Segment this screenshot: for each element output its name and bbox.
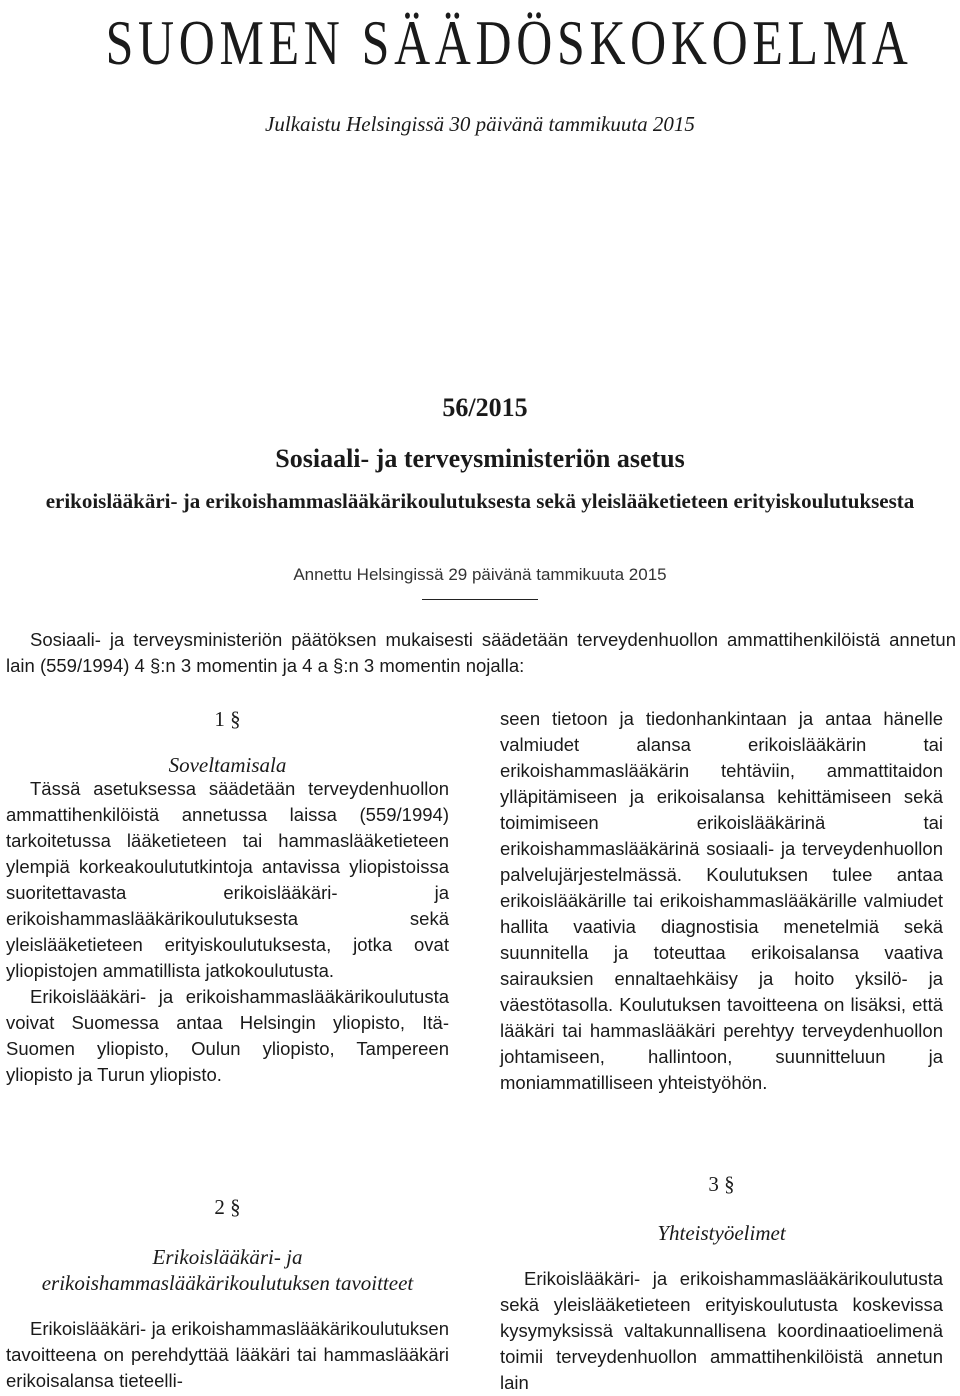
section-2-number: 2 § [214,1195,241,1219]
section-2-title: Erikoislääkäri- ja erikoishammaslääkärikoulutuksen tavoitteet [41,1245,414,1295]
masthead-title: SUOMEN SÄÄDÖSKOKOELMA [105,7,913,78]
preamble [6,627,956,679]
section-2-paragraph-1: Erikoislääkäri- ja erikoishammaslääkärikoulutuksen tavoitteena on perehdyttää lääkäri tai hammaslääkäri erikoisalansa tieteelli- [6,1318,449,1391]
section-2-paragraph-1-continued: seen tietoon ja tiedonhankintaan ja antaa hänelle valmiudet alansa erikoislääkärin tai erikoishammaslääkärin tehtäviin, ammattitaidon ylläpitämiseen ja erikoisalansa kehittämiseen sekä toimimiseen erikoislääkärinä tai erikoishammaslääkärinä sosiaali- ja terveydenhuollon palvelujärjestelmässä. Koulutuksen tulee antaa erikoislääkärille tai erikoishammaslääkärille valmiudet hallita vaativia diagnostisia menetelmiä sekä suunnitella ja toteuttaa erikoisalansa vaativa sairauksien ennaltaehkäisy ja hoito yksilö- ja väestötasolla. Koulutuksen tavoitteena on lisäksi, että lääkäri tai hammaslääkäri perehtyy terveydenhuollon johtamiseen, hallintoon, suunnitteluun ja moniammatilliseen yhteistyöhön. [500,708,943,1093]
act-number: 56/2015 [442,393,528,422]
act-subject-heading: erikoislääkäri- ja erikoishammaslääkärikoulutuksesta sekä yleislääketieteen erityiskoulutuksesta [45,489,915,513]
section-1-paragraph-2: Erikoislääkäri- ja erikoishammaslääkärikoulutusta voivat Suomessa antaa Helsingin yliopisto, Itä-Suomen yliopisto, Oulun yliopisto, Tampereen yliopisto ja Turun yliopisto. [6,986,449,1085]
act-type-heading: Sosiaali- ja terveysministeriön asetus [275,444,685,473]
section-1-title: Soveltamisala [168,753,287,777]
section-1-number: 1 § [214,707,241,731]
section-1-body [6,776,449,1088]
section-3-title: Yhteistyöelimet [657,1221,786,1245]
preamble-text: Sosiaali- ja terveysministeriön päätöksen mukaisesti säädetään terveydenhuollon ammattihenkilöistä annetun lain (559/1994) 4 §:n 3 momentin ja 4 a §:n 3 momentin nojalla: [6,629,956,676]
separator-rule [422,599,538,600]
section-2-body-start [6,1316,449,1394]
section-1-paragraph-1: Tässä asetuksessa säädetään terveydenhuollon ammattihenkilöistä annetussa laissa (559/1994) tarkoitetussa lääketieteen tai hammaslääketieteen ylempiä korkeakoulututkintoja antavissa yliopistoissa suoritettavasta erikoislääkäri- ja erikoishammaslääkärikoulutuksesta sekä yleislääketieteen erityiskoulutuksesta, jotka ovat yliopistojen ammatillista jatkokoulutusta. [6,778,449,981]
section-3-number: 3 § [708,1172,735,1196]
section-3-body [500,1266,943,1396]
section-2-body-continued [500,706,943,1096]
given-date: Annettu Helsingissä 29 päivänä tammikuuta 2015 [293,565,667,584]
section-3-paragraph-1: Erikoislääkäri- ja erikoishammaslääkärikoulutusta sekä yleislääketieteen erityiskoulutusta koskevissa kysymyksissä valtakunnallisena koordinaatioelimenä toimii terveydenhuollon ammattihenkilöistä annetun lain [500,1268,943,1393]
publication-date: Julkaistu Helsingissä 30 päivänä tammikuuta 2015 [265,112,695,136]
